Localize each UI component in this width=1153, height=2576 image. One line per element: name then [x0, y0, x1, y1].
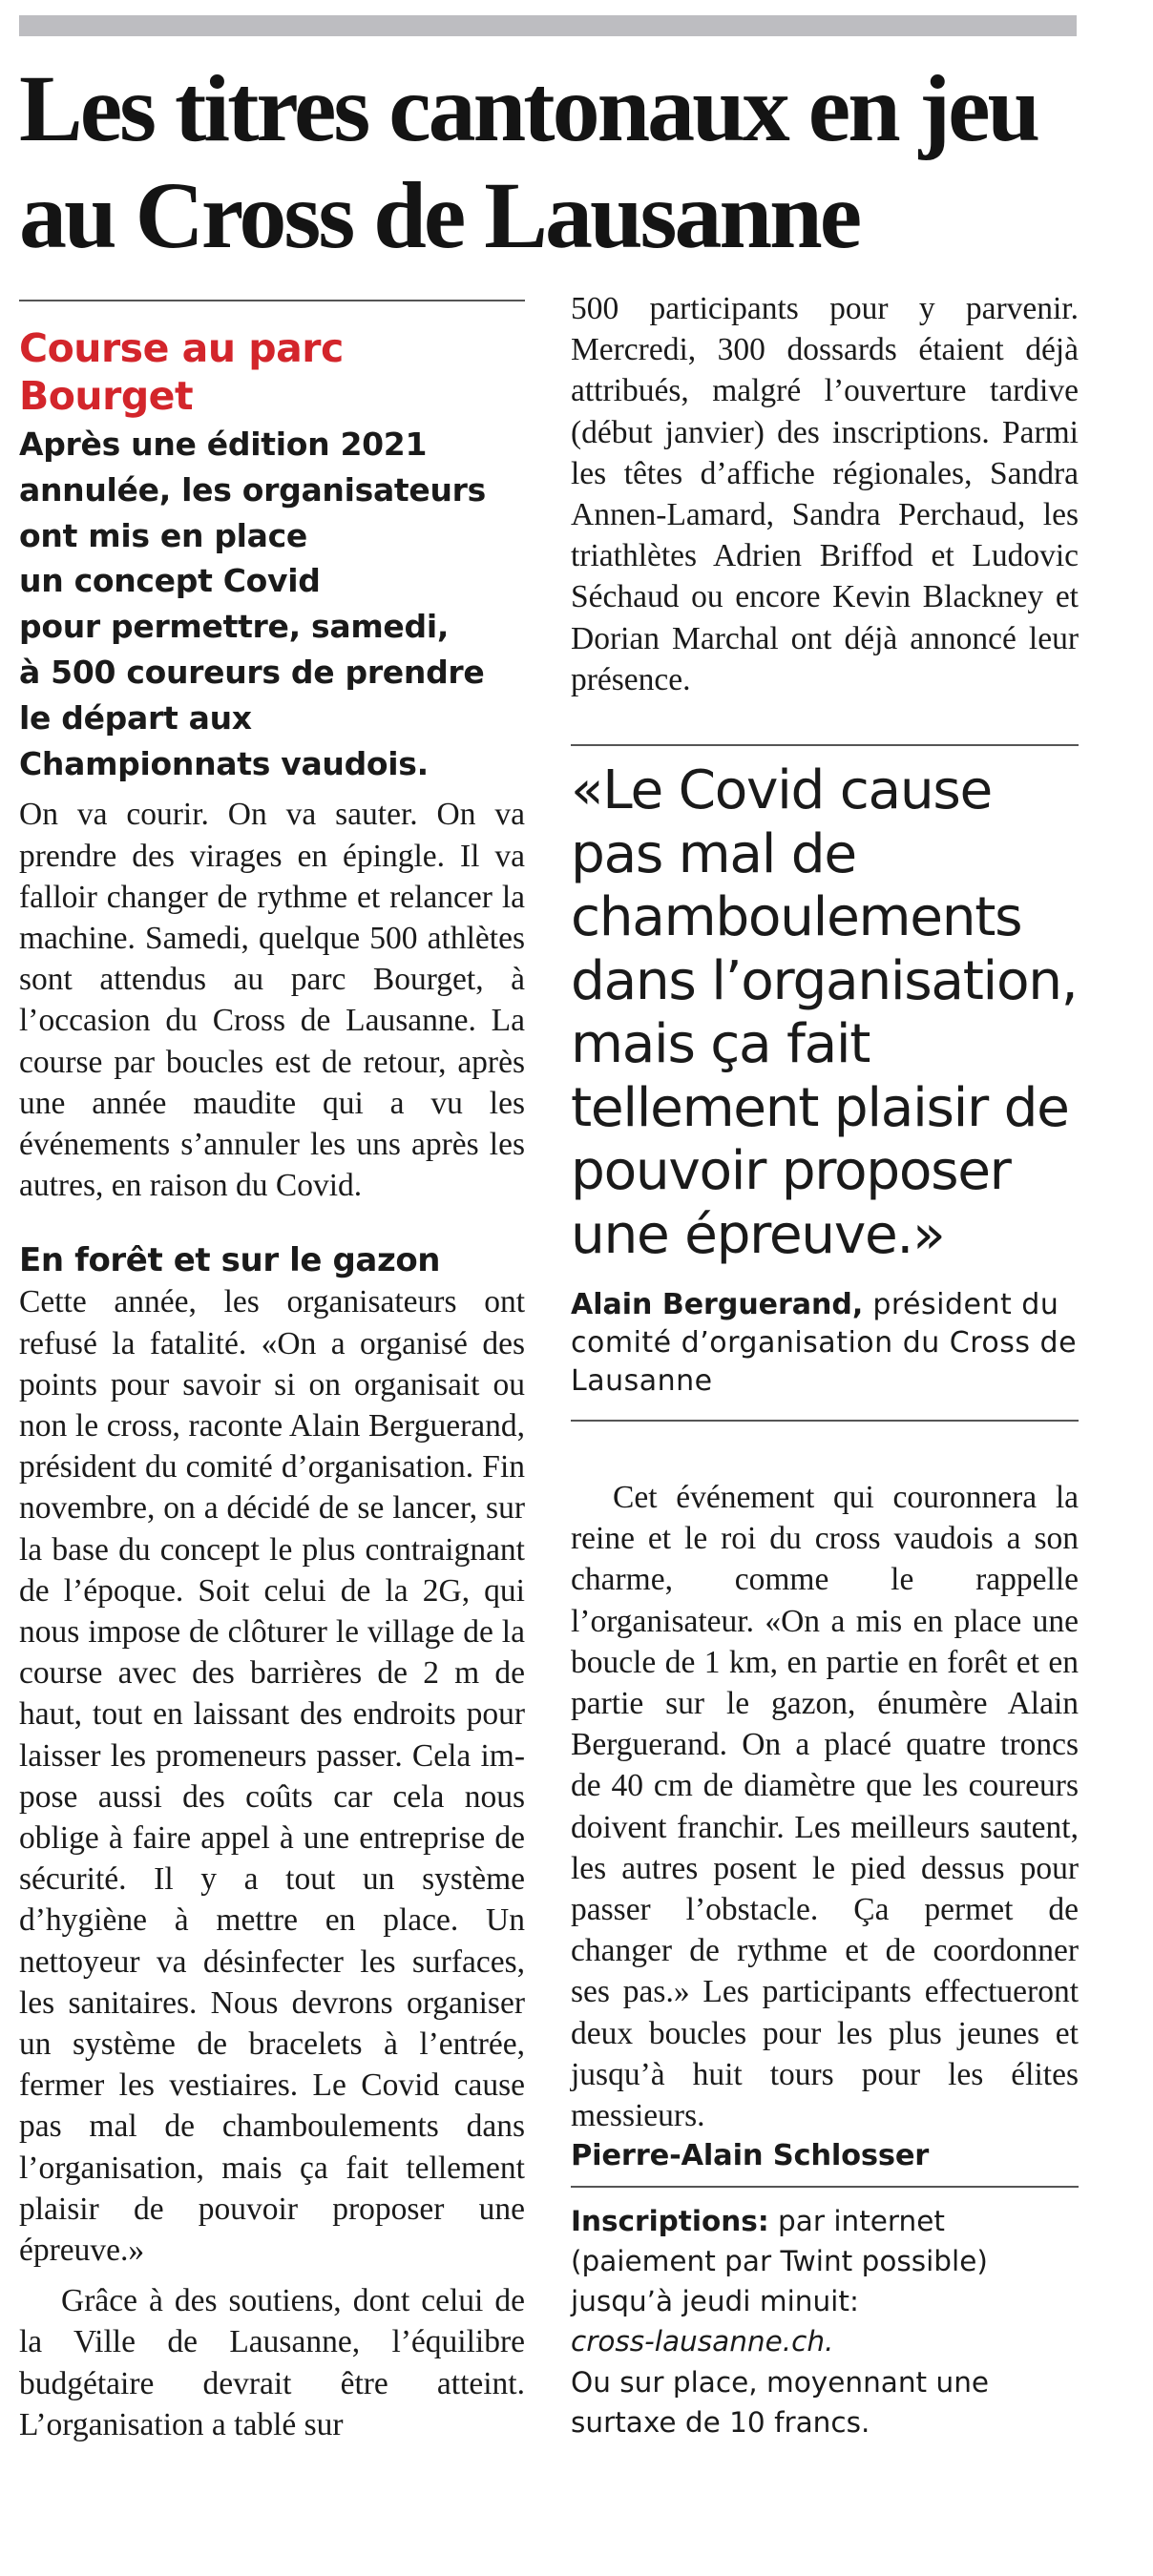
info-line: (paiement par Twint possible) — [571, 2244, 988, 2277]
paragraph-organisation: Cette année, les organisateurs ont refusé la fatalité. «On a organisé des points pour savoir si on organisait ou non le cross, raconte Alain Berguerand, président du comité d’organisation. Fin novembre, on a décidé de se lancer, sur la base du concept le plus contraignant de l’époque. Soit celui de la 2G, qui nous impose de clôturer le village de la course avec des barrières de 2 m de haut, tout en laissant des endroits pour laisser les promeneurs passer. Cela impose aussi des coûts car cela nous oblige à faire appel à une entreprise de sécurité. Il y a tout un système d’hygiène à mettre en place. Un nettoyeur va désinfecter les surfaces, les sanitaires. Nous devrons organiser un système de bracelets à l’entrée, fermer les vestiaires. Le Covid cause pas mal de chamboulements dans l’organisation, mais ça fait tellement plaisir de pouvoir proposer une épreuve.» — [19, 1284, 525, 2269]
kicker-line-2: Bourget — [19, 373, 194, 419]
article-body-right-top — [571, 288, 1079, 700]
paragraph-intro: On va courir. On va sauter. On va prendre des virages en épingle. Il va falloir changer de rythme et relancer la machine. Samedi, quelque 500 athlètes sont attendus au parc Bourget, à l’occasion du Cross de Lausanne. La course par boucles est de retour, après une année maudite qui a vu les événements s’annuler les uns après les autres, en raison du Covid. — [19, 797, 525, 1204]
quote-rule-bottom — [571, 1420, 1079, 1422]
info-rule — [571, 2186, 1079, 2188]
lead-line: pour permettre, samedi, — [19, 608, 450, 646]
lead-line: Championnats vaudois. — [19, 744, 429, 782]
info-line: surtaxe de 10 francs. — [571, 2405, 870, 2439]
headline — [19, 55, 1088, 269]
registration-info — [571, 2201, 1079, 2442]
top-bar — [19, 15, 1077, 36]
paragraph-budget-continued: 500 participants pour y parvenir. Mercredi, 300 dossards étaient déjà attribués, malgré l’ouverture tardive (début janvier) des inscriptions. Parmi les têtes d’affiche régionales, Sandra Annen-Lamard, Sandra Perchaud, les triathlètes Adrien Briffod et Ludovic Séchaud ou encore Kevin Blackney et Dorian Marchal ont déjà annoncé leur présence. — [571, 291, 1079, 697]
article-body-right-bottom — [571, 1477, 1079, 2136]
kicker-line-1: Course au parc — [19, 325, 344, 371]
quote-author-role: président du comité d’organisation du Cross de Lausanne — [571, 1288, 1078, 1399]
author-signature: Pierre-Alain Schlosser — [571, 2139, 930, 2173]
headline-line-2: au Cross de Lausanne — [19, 162, 860, 268]
lead-line: un concept Covid — [19, 562, 321, 600]
quote-rule-top — [571, 744, 1079, 746]
info-line: par internet — [768, 2204, 945, 2237]
info-label: Inscriptions: — [571, 2204, 769, 2237]
lead-paragraph — [19, 422, 525, 786]
article-body-left — [19, 794, 525, 2445]
quote-author: Alain Berguerand, — [571, 1288, 864, 1322]
lead-line: ont mis en place — [19, 516, 307, 554]
right-column — [571, 288, 1079, 2442]
paragraph-budget: Grâce à des soutiens, dont celui de la Ville de Lausanne, l’équilibre budgétaire devrait être atteint. L’organisation a tablé sur — [19, 2283, 525, 2442]
quote-attribution — [571, 1286, 1079, 1401]
info-line: Ou sur place, moyennant une — [571, 2365, 990, 2399]
lead-line: annulée, les organisateurs — [19, 470, 486, 509]
headline-line-1: Les titres cantonaux en jeu — [19, 55, 1038, 161]
column-rule — [19, 300, 525, 301]
lead-line: Après une édition 2021 — [19, 426, 428, 463]
registration-link[interactable]: cross-lausanne.ch. — [571, 2325, 834, 2358]
subheading: En forêt et sur le gazon — [19, 1241, 441, 1280]
left-column — [19, 300, 525, 2445]
pull-quote: «Le Covid cause pas mal de chamboulements dans l’organisation, mais ça fait tellement plaisir de pouvoir proposer une épreuve.» — [571, 759, 1078, 1266]
info-line: jusqu’à jeudi minuit: — [571, 2285, 859, 2318]
kicker — [19, 324, 525, 420]
lead-line: à 500 coureurs de prendre — [19, 653, 485, 691]
lead-line: le départ aux — [19, 698, 252, 737]
paragraph-course: Cet événement qui couronnera la reine et le roi du cross vaudois a son charme, comme le rappelle l’organisateur. «On a mis en place une boucle de 1 km, en partie en forêt et en partie sur le gazon, énumère Alain Berguerand. On a placé quatre troncs de 40 cm de diamètre que les coureurs doivent franchir. Les meilleurs sautent, les autres posent le pied dessus pour passer l’obstacle. Ça permet de changer de rythme et de coordonner ses pas.» Les participants effectueront deux boucles pour les plus jeunes et jusqu’à huit tours pour les élites messieurs. — [571, 1480, 1079, 2134]
